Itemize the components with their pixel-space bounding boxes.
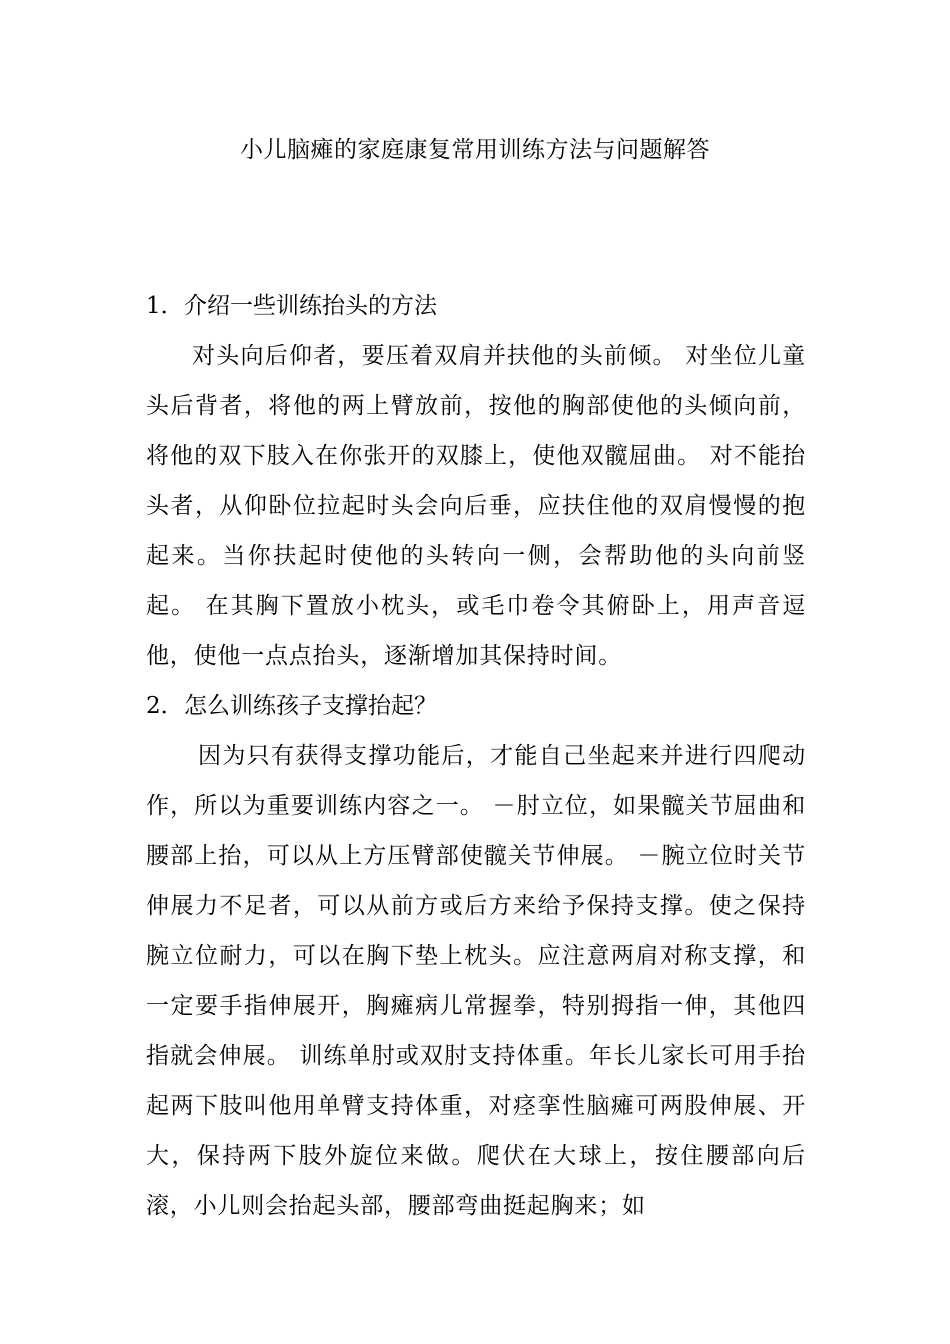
section-heading [146, 281, 806, 331]
document-title: 小儿脑瘫的家庭康复常用训练方法与问题解答 [240, 137, 710, 163]
section-1 [146, 281, 806, 681]
section-heading-text: 怎么训练孩子支撑抬起？ [184, 693, 437, 719]
section-paragraph: 对头向后仰者，要压着双肩并扶他的头前倾。 对坐位儿童头后背者，将他的两上臂放前，按他的胸部使他的头倾向前，将他的双下肢入在你张开的双膝上，使他双髋屈曲。 对不能抬头者，从仰卧位拉起时头会向后垂，应扶住他的双肩慢慢的抱起来。当你扶起时使他的头转向一侧，会帮助他的头向前竖起。 在其胸下置放小枕头，或毛巾卷令其俯卧上，用声音逗他，使他一点点抬头，逐渐增加其保持时间。 [146, 343, 806, 669]
section-number: 2． [146, 693, 184, 719]
section-heading-text: 介绍一些训练抬头的方法 [184, 293, 437, 319]
document-body [146, 281, 806, 1231]
section-paragraph: 因为只有获得支撑功能后，才能自己坐起来并进行四爬动作，所以为重要训练内容之一。 －肘立位，如果髋关节屈曲和腰部上抬，可以从上方压臂部使髋关节伸展。 －腕立位时关节伸展力不足者，可以从前方或后方来给予保持支撑。使之保持腕立位耐力，可以在胸下垫上枕头。应注意两肩对称支撑，和一定要手指伸展开，胸瘫病儿常握拳，特别拇指一伸，其他四指就会伸展。 训练单肘或双肘支持体重。年长儿家长可用手抬起两下肢叫他用单臂支持体重，对痉挛性脑瘫可两股伸展、开大，保持两下肢外旋位来做。爬伏在大球上，按住腰部向后滚，小儿则会抬起头部，腰部弯曲挺起胸来；如 [146, 743, 806, 1219]
section-heading [146, 681, 806, 731]
section-number: 1． [146, 293, 184, 319]
section-2 [146, 681, 806, 1231]
